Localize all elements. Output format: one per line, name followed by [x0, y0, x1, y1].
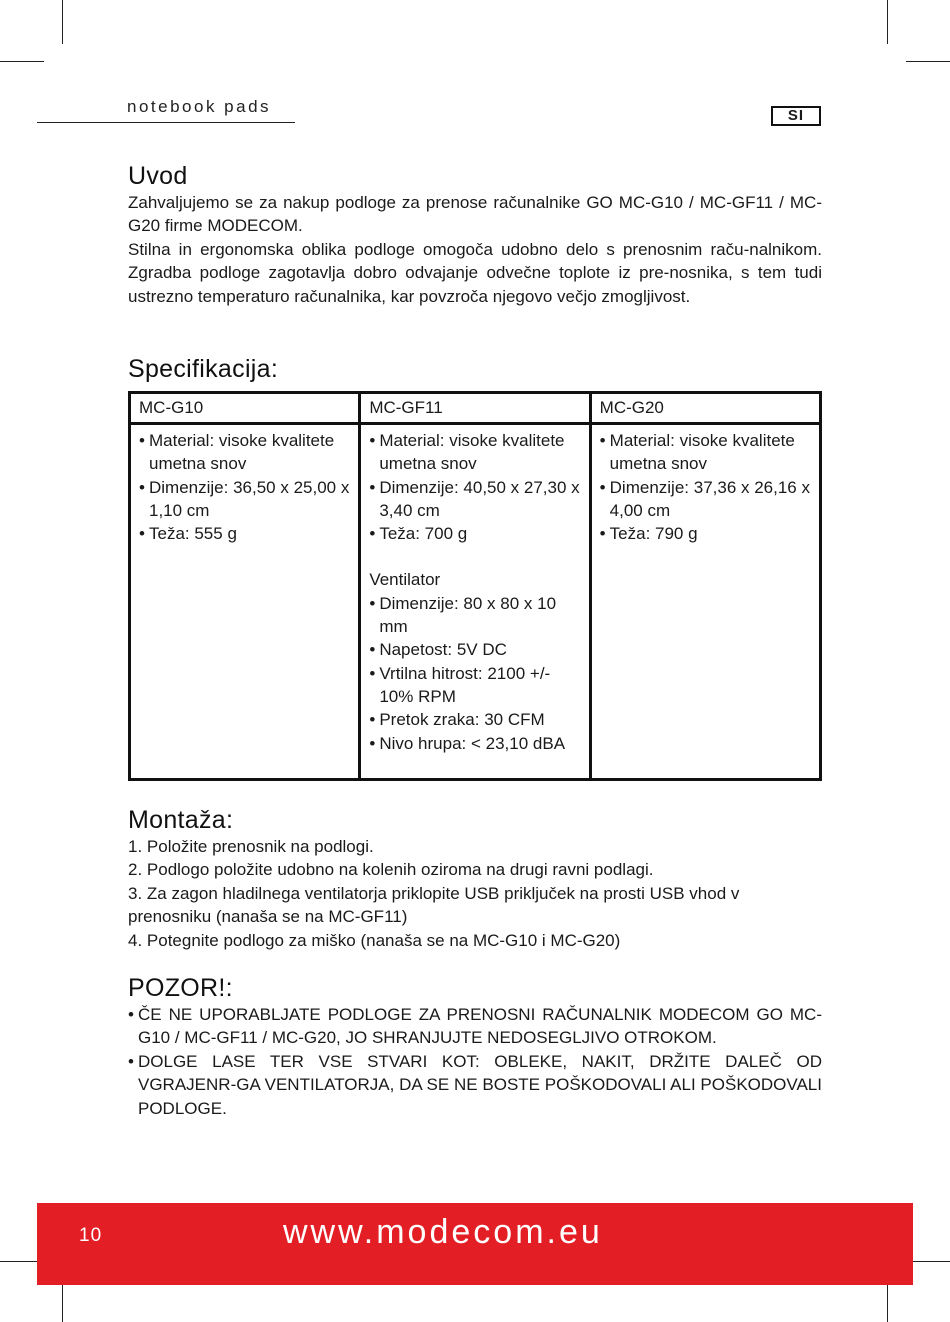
spec-item: • Teža: 700 g — [369, 522, 580, 545]
spec-item: • Material: visoke kvalitete umetna snov — [600, 429, 811, 476]
header-label: notebook pads — [127, 97, 272, 116]
crop-mark — [0, 61, 44, 62]
page-number: 10 — [79, 1225, 103, 1246]
mounting-step: 2. Podlogo položite udobno na kolenih oziroma na drugi ravni podlagi. — [128, 860, 654, 880]
fan-subheading: Ventilator — [369, 570, 441, 590]
spec-item: • Dimenzije: 80 x 80 x 10 mm — [369, 592, 580, 639]
spec-heading: Specifikacija: — [128, 355, 279, 383]
mounting-step: 4. Potegnite podlogo za miško (nanaša se na MC-G10 i MC-G20) — [128, 930, 621, 950]
spec-column-header: MC-GF11 — [360, 393, 590, 424]
spec-item: • Vrtilna hitrost: 2100 +/- 10% RPM — [369, 662, 580, 709]
crop-mark — [887, 0, 888, 44]
crop-mark — [62, 0, 63, 44]
spec-item: • Material: visoke kvalitete umetna snov — [139, 429, 350, 476]
crop-mark — [906, 61, 950, 62]
intro-heading: Uvod — [128, 162, 188, 190]
spec-item: • Dimenzije: 40,50 x 27,30 x 3,40 cm — [369, 476, 580, 523]
intro-section — [128, 162, 822, 308]
spec-item: • Teža: 555 g — [139, 522, 350, 545]
mounting-step: 3. Za zagon hladilnega ventilatorja priklopite USB priključek na prosti USB vhod v prenosniku (nanaša se na MC-GF11) — [128, 883, 740, 927]
spec-cell-gf11 — [360, 424, 590, 780]
intro-paragraph: Stilna in ergonomska oblika podloge omogoča udobno delo s prenosnim raču-nalnikom. Zgradba podloge zagotavlja dobro odvajanje odvečne toplote iz pre-nosnika, s tem tudi ustrezno temperaturo računalnika, kar povzroča njegovo večjo zmogljivost. — [128, 239, 822, 306]
spec-section — [128, 355, 822, 384]
header-rule — [37, 122, 295, 123]
language-badge: SI — [771, 106, 821, 126]
website-url: www.modecom.eu — [283, 1213, 603, 1251]
footer-bar — [37, 1203, 913, 1285]
spec-column-header: MC-G20 — [590, 393, 820, 424]
warning-section — [128, 974, 822, 1120]
spec-column-header: MC-G10 — [130, 393, 360, 424]
spec-table — [128, 391, 822, 781]
mounting-step: 1. Položite prenosnik na podlogi. — [128, 837, 374, 856]
spec-item: • Napetost: 5V DC — [369, 638, 580, 661]
spec-cell-g10 — [130, 424, 360, 780]
mounting-section — [128, 806, 822, 952]
spec-item: • Dimenzije: 37,36 x 26,16 x 4,00 cm — [600, 476, 811, 523]
warning-item: • ČE NE UPORABLJATE PODLOGE ZA PRENOSNI RAČUNALNIK MODECOM GO MC-G10 / MC-GF11 / MC-G20, JO SHRANJUJTE NEDOSEGLJIVO OTROKOM. — [128, 1003, 822, 1050]
mounting-heading: Montaža: — [128, 806, 234, 834]
spec-item: • Pretok zraka: 30 CFM — [369, 708, 580, 731]
spec-item: • Dimenzije: 36,50 x 25,00 x 1,10 cm — [139, 476, 350, 523]
warning-item: • DOLGE LASE TER VSE STVARI KOT: OBLEKE, NAKIT, DRŽITE DALEČ OD VGRAJENR-GA VENTILATORJA, DA SE NE BOSTE POŠKODOVALI ALI POŠKODOVALI PODLOGE. — [128, 1050, 822, 1120]
spec-cell-g20 — [590, 424, 820, 780]
intro-paragraph: Zahvaljujemo se za nakup podloge za prenose računalnike GO MC-G10 / MC-GF11 / MC-G20 firme MODECOM. — [128, 193, 822, 236]
spec-item: • Nivo hrupa: < 23,10 dBA — [369, 732, 580, 755]
spec-item: • Material: visoke kvalitete umetna snov — [369, 429, 580, 476]
warning-heading: POZOR!: — [128, 974, 233, 1002]
mounting-steps — [128, 835, 822, 952]
spec-item: • Teža: 790 g — [600, 522, 811, 545]
warning-list — [128, 1003, 822, 1120]
